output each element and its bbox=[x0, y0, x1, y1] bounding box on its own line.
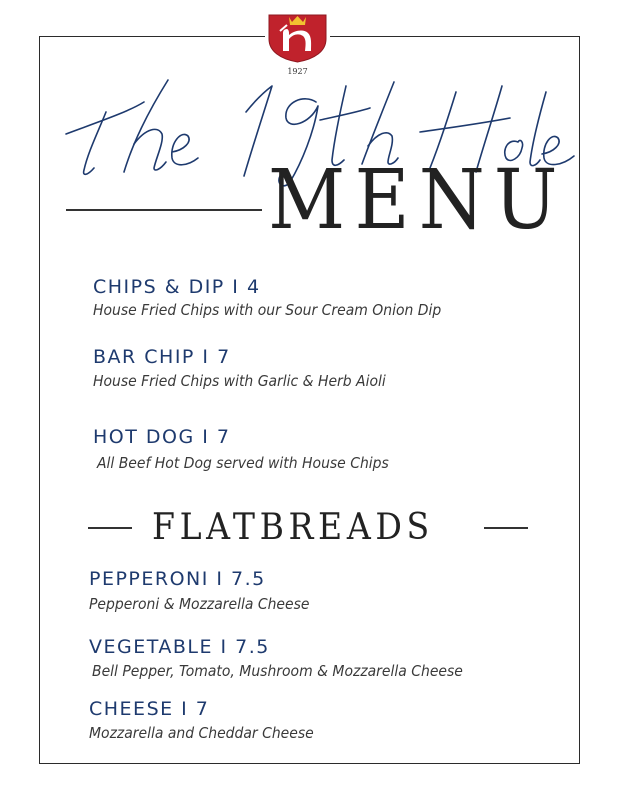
menu-title-rule bbox=[66, 209, 262, 211]
item-title-bar-chip: BAR CHIP I 7 bbox=[93, 346, 231, 368]
item-desc-cheese: Mozzarella and Cheddar Cheese bbox=[89, 724, 314, 742]
flatbreads-heading bbox=[88, 505, 528, 551]
item-desc-vegetable: Bell Pepper, Tomato, Mushroom & Mozzarella Cheese bbox=[92, 662, 463, 680]
item-title-pepperoni: PEPPERONI I 7.5 bbox=[89, 568, 266, 590]
item-desc-pepperoni: Pepperoni & Mozzarella Cheese bbox=[89, 595, 310, 613]
heading-dash-left bbox=[88, 527, 132, 529]
item-desc-bar-chip: House Fried Chips with Garlic & Herb Aioli bbox=[93, 372, 386, 390]
heading-dash-right bbox=[484, 527, 528, 529]
item-title-hot-dog: HOT DOG I 7 bbox=[93, 426, 231, 448]
menu-title: MENU bbox=[268, 153, 567, 248]
logo-year: 1927 bbox=[287, 67, 308, 76]
flatbreads-heading-label: FLATBREADS bbox=[152, 507, 434, 548]
item-title-cheese: CHEESE I 7 bbox=[89, 698, 210, 720]
item-title-chips-dip: CHIPS & DIP I 4 bbox=[93, 276, 261, 298]
item-desc-hot-dog: All Beef Hot Dog served with House Chips bbox=[97, 454, 389, 472]
item-title-vegetable: VEGETABLE I 7.5 bbox=[89, 636, 270, 658]
item-desc-chips-dip: House Fried Chips with our Sour Cream Onion Dip bbox=[93, 301, 442, 319]
crest-logo-icon bbox=[265, 11, 330, 63]
